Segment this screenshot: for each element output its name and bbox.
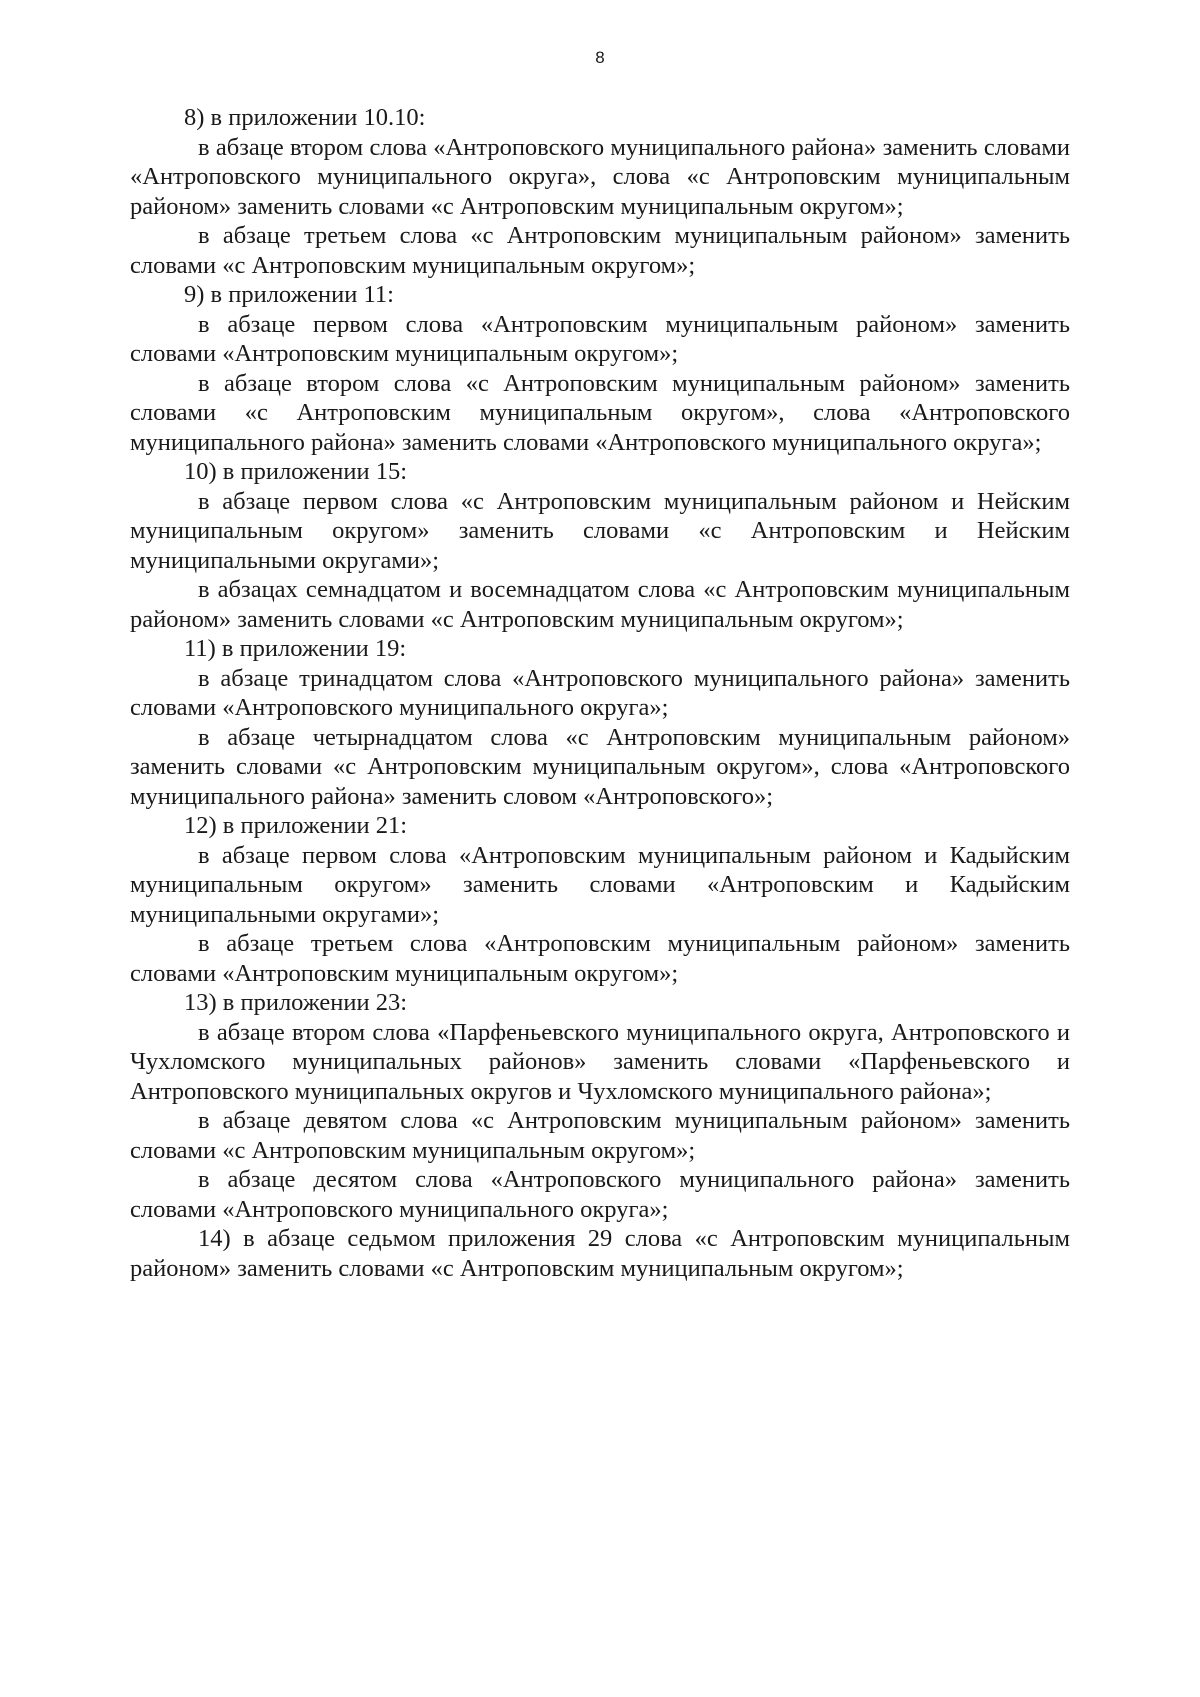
- amendment-heading-12: 12) в приложении 21:: [184, 812, 408, 839]
- paragraph: в абзаце девятом слова «с Антроповским муниципальным районом» заменить словами «с Антроповским муниципальным округом»;: [130, 1107, 1070, 1164]
- amendment-heading-8: 8) в приложении 10.10:: [184, 104, 426, 131]
- amendment-heading-11: 11) в приложении 19:: [184, 635, 407, 662]
- amendment-item-14: 14) в абзаце седьмом приложения 29 слова «с Антроповским муниципальным районом» заменить словами «с Антроповским муниципальным округом»;: [130, 1225, 1070, 1282]
- amendment-heading-10: 10) в приложении 15:: [184, 458, 408, 485]
- paragraph: в абзаце первом слова «с Антроповским муниципальным районом и Нейским муниципальным округом» заменить словами «с Антроповским и Нейским муниципальными округами»;: [130, 487, 1070, 574]
- paragraph: в абзаце втором слова «с Антроповским муниципальным районом» заменить словами «с Антроповским муниципальным округом», слова «Антроповского муниципального района» заменить словами «Антроповского муниципального округа»;: [130, 369, 1070, 456]
- paragraph: в абзаце первом слова «Антроповским муниципальным районом» заменить словами «Антроповским муниципальным округом»;: [130, 310, 1070, 367]
- amendment-heading-13: 13) в приложении 23:: [184, 989, 408, 1016]
- paragraph: в абзаце втором слова «Парфеньевского муниципального округа, Антроповского и Чухломского муниципальных районов» заменить словами «Парфеньевского и Антроповского муниципальных округов и Чухломского муниципального района»;: [130, 1018, 1070, 1105]
- paragraph: в абзаце четырнадцатом слова «с Антроповским муниципальным районом» заменить словами «с Антроповским муниципальным округом», слова «Антроповского муниципального района» заменить словом «Антроповского»;: [130, 723, 1070, 810]
- paragraph: в абзацах семнадцатом и восемнадцатом слова «с Антроповским муниципальным районом» заменить словами «с Антроповским муниципальным округом»;: [130, 576, 1070, 633]
- page-number: 8: [595, 48, 605, 67]
- paragraph: в абзаце десятом слова «Антроповского муниципального района» заменить словами «Антроповского муниципального округа»;: [130, 1166, 1070, 1223]
- paragraph: в абзаце первом слова «Антроповским муниципальным районом и Кадыйским муниципальным округом» заменить словами «Антроповским и Кадыйским муниципальными округами»;: [130, 841, 1070, 928]
- paragraph: в абзаце втором слова «Антроповского муниципального района» заменить словами «Антроповского муниципального округа», слова «с Антроповским муниципальным районом» заменить словами «с Антроповским муниципальным округом»;: [130, 133, 1070, 220]
- paragraph: в абзаце третьем слова «Антроповским муниципальным районом» заменить словами «Антроповским муниципальным округом»;: [130, 930, 1070, 987]
- paragraph: в абзаце тринадцатом слова «Антроповского муниципального района» заменить словами «Антроповского муниципального округа»;: [130, 664, 1070, 721]
- document-body: [130, 103, 1070, 1283]
- paragraph: в абзаце третьем слова «с Антроповским муниципальным районом» заменить словами «с Антроповским муниципальным округом»;: [130, 222, 1070, 279]
- amendment-heading-9: 9) в приложении 11:: [184, 281, 394, 308]
